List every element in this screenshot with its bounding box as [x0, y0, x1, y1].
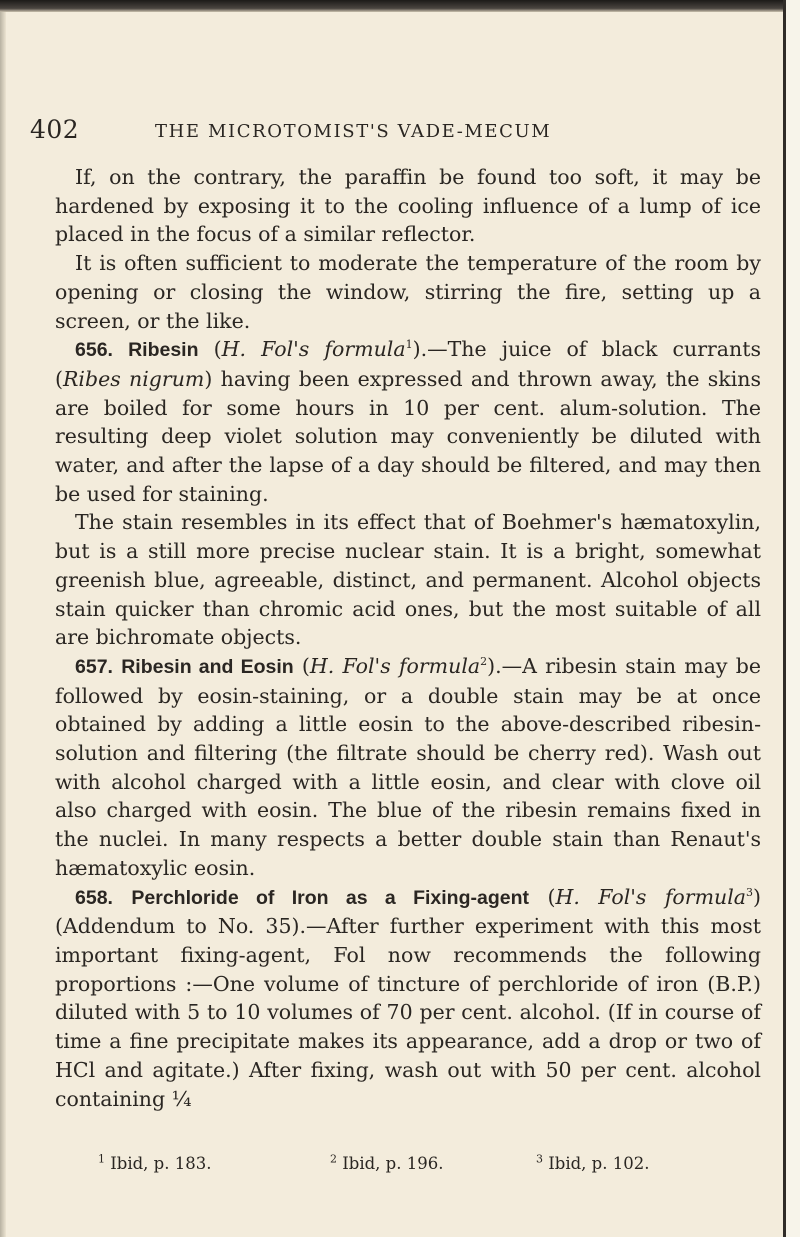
section-number: 658.	[75, 886, 113, 909]
footnote-1	[98, 1154, 211, 1173]
left-scan-edge	[0, 12, 6, 1237]
section-number: 656.	[75, 339, 113, 362]
formula-reference: H. Fol's formula	[221, 337, 406, 362]
section-number: 657.	[75, 655, 113, 678]
footnote-marker: 1	[405, 338, 413, 352]
footnotes	[98, 1154, 658, 1176]
section-heading: Ribesin	[128, 339, 199, 362]
section-text: A ribesin stain may be followed by eosin-staining, or a double stain may be at once obtained by adding a little eosin to the above-described ribesin-solution and filtering (the filtrate should be cherry red). Wash out with alcohol charged with a little eosin, and clear with clove oil also charged with eosin. The blue of the ribesin remains fixed in the nuclei. In many respects a better double stain than Renaut's hæmatoxylic eosin.	[55, 653, 762, 880]
paragraph-stain-effect: The stain resembles in its effect that of Boehmer's hæmatoxylin, but is a still more precise nuclear stain. It is a bright, somewhat greenish blue, agreeable, distinct, and permanent. Alcohol objects stain quicker than chromic acid ones, but the most suitable of all are bichromate objects.	[55, 510, 761, 650]
footnote-mark: 1	[98, 1152, 105, 1166]
body-text	[55, 163, 761, 1113]
footnote-text: Ibid, p. 196.	[342, 1154, 444, 1173]
section-text: The juice of black currants (	[55, 337, 761, 391]
footnote-text: Ibid, p. 102.	[548, 1154, 650, 1173]
paragraph-temperature: It is often sufficient to moderate the temperature of the room by opening or closing the window, stirring the fire, setting up a screen, or the like.	[55, 251, 761, 333]
right-margin	[786, 0, 800, 1237]
ref-close: )	[753, 884, 761, 909]
footnote-marker: 3	[746, 885, 753, 899]
section-heading: Perchloride of Iron as a Fixing-agent	[131, 886, 529, 909]
footnote-3	[536, 1154, 649, 1173]
ref-close: ).—	[412, 337, 448, 362]
section-heading: Ribesin and Eosin	[121, 655, 294, 678]
ref-open: (	[547, 884, 556, 909]
section-656	[55, 335, 761, 508]
latin-name: Ribes nigrum	[63, 366, 205, 391]
footnote-mark: 2	[330, 1152, 337, 1166]
section-658	[55, 883, 761, 1114]
section-657	[55, 652, 761, 883]
page-number: 402	[30, 115, 80, 144]
ref-close: ).—	[487, 653, 523, 678]
page-header	[30, 115, 750, 145]
footnote-mark: 3	[536, 1152, 543, 1166]
footnote-marker: 2	[480, 655, 488, 669]
section-text: (Addendum to No. 35).—After further experiment with this most important fixing-agent, Fol now recommends the following proportions :—One volume of tincture of perchloride of iron (B.P.) diluted with 5 to 10 volumes of 70 per cent. alcohol. (If in course of time a fine precipitate makes its appearance, add a drop or two of HCl and agitate.) After fixing, wash out with 50 per cent. alcohol containing ¼	[55, 914, 761, 1111]
section-text: ) having been expressed and thrown away, the skins are boiled for some hours in 10 per cent. alum-solution. The resulting deep violet solution may conveniently be diluted with water, and after the lapse of a day should be filtered, and may then be used for staining.	[55, 366, 761, 506]
ref-open: (	[213, 337, 222, 362]
footnote-2	[330, 1154, 443, 1173]
running-title: THE MICROTOMIST'S VADE-MECUM	[155, 121, 552, 142]
footnote-text: Ibid, p. 183.	[110, 1154, 212, 1173]
formula-reference: H. Fol's formula	[555, 884, 746, 909]
ref-open: (	[301, 653, 310, 678]
formula-reference: H. Fol's formula	[309, 653, 481, 678]
top-scan-edge	[0, 0, 800, 12]
paragraph-paraffin: If, on the contrary, the paraffin be found too soft, it may be hardened by exposing it to the cooling influence of a lump of ice placed in the focus of a similar reflector.	[55, 165, 761, 247]
